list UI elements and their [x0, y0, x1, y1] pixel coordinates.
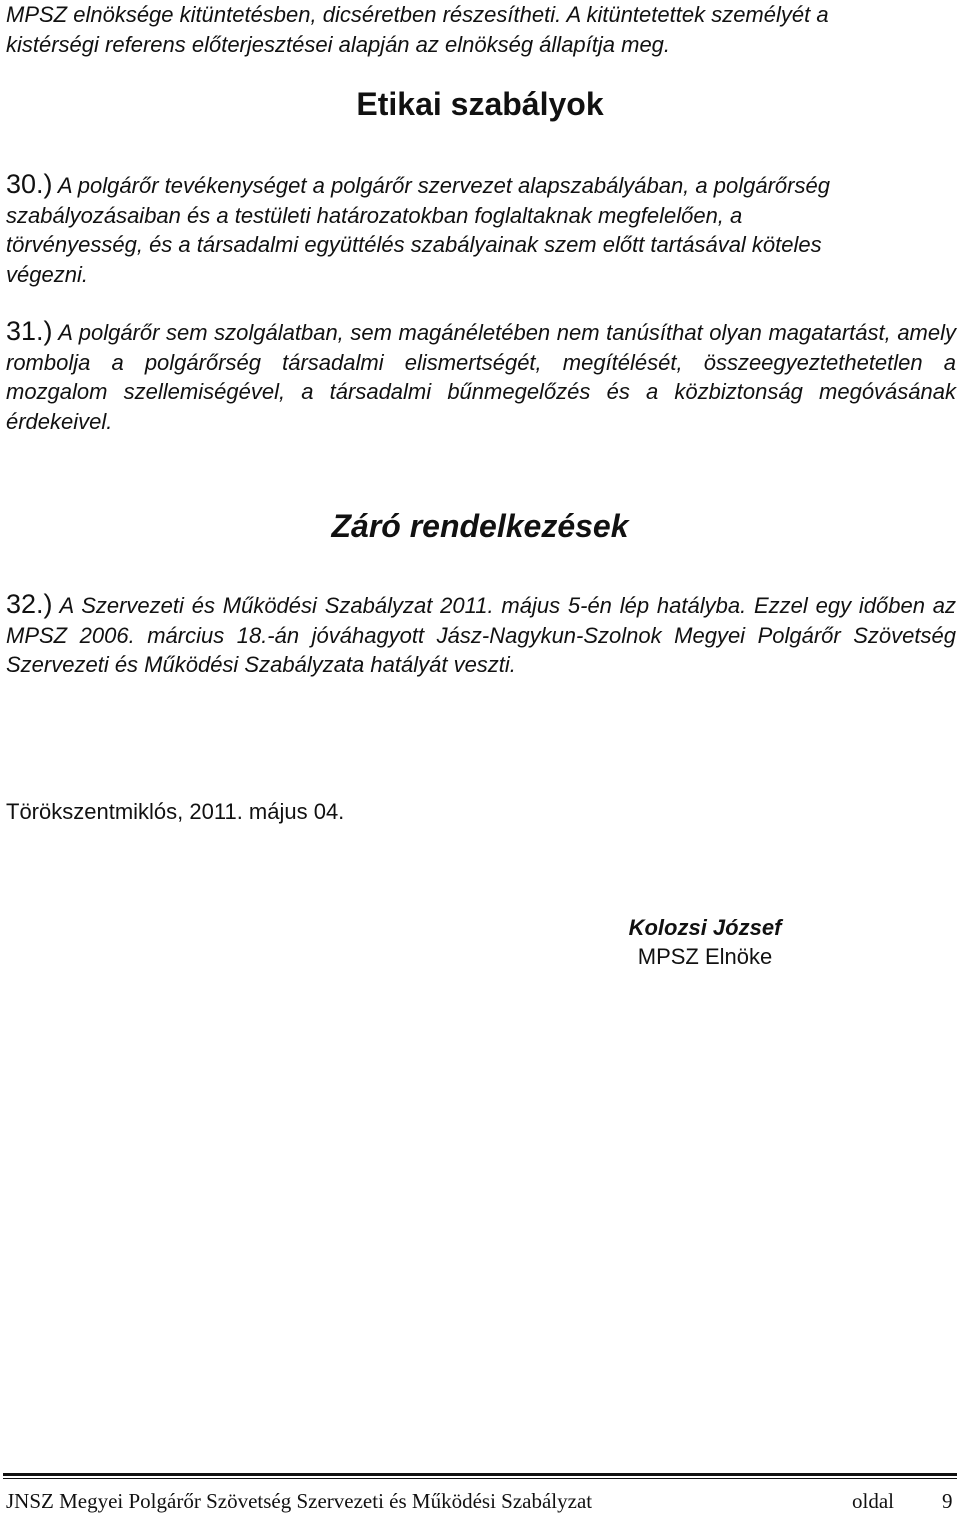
signature-block [560, 913, 850, 971]
article-30-number: 30.) [6, 169, 53, 199]
intro-line-1: MPSZ elnöksége kitüntetésben, dicséretben részesítheti. A kitüntetettek személyét a [6, 2, 829, 27]
article-30-text: A polgárőr tevékenységet a polgárőr szervezet alapszabályában, a polgárőrség szabályozásaiban és a testületi határozatokban foglaltaknak megfelelően, a törvényesség, és a társadalmi együttélés szabályainak szem előtt tartásával köteles végezni. [6, 173, 830, 287]
article-32-text: A Szervezeti és Működési Szabályzat 2011. május 5-én lép hatályba. Ezzel egy időben az MPSZ 2006. március 18.-án jóváhagyott Jász-Nagykun-Szolnok Megyei Polgárőr Szövetség Szervezeti és Működési Szabályzata hatályát veszti. [6, 593, 956, 677]
article-32 [6, 590, 956, 680]
article-31-text: A polgárőr sem szolgálatban, sem magánéletében nem tanúsíthat olyan magatartást, amely rombolja a polgárőrség társadalmi elismertségét, megítélését, összeegyeztethetetlen a mozgalom szellemiségével, a társadalmi bűnmegelőzés és a közbiztonság megóvásának érdekeivel. [6, 320, 956, 434]
footer-page-number: 9 [942, 1489, 953, 1513]
article-31-number: 31.) [6, 316, 53, 346]
footer-page-label: oldal [852, 1489, 894, 1513]
article-32-number: 32.) [6, 589, 53, 619]
article-31 [6, 317, 956, 436]
footer-document-title: JNSZ Megyei Polgárőr Szövetség Szervezeti és Működési Szabályzat [6, 1489, 593, 1513]
page-footer [6, 1488, 954, 1514]
signature-title: MPSZ Elnöke [637, 944, 773, 969]
section-heading-ethics: Etikai szabályok [356, 86, 604, 122]
footer-divider [3, 1473, 957, 1479]
section-heading-closing: Záró rendelkezések [331, 508, 629, 544]
signature-name: Kolozsi József [628, 915, 782, 940]
intro-paragraph [6, 0, 956, 59]
article-30 [6, 170, 836, 289]
place-date: Törökszentmiklós, 2011. május 04. [6, 799, 345, 824]
intro-line-2: kistérségi referens előterjesztései alapján az elnökség állapítja meg. [6, 31, 671, 57]
